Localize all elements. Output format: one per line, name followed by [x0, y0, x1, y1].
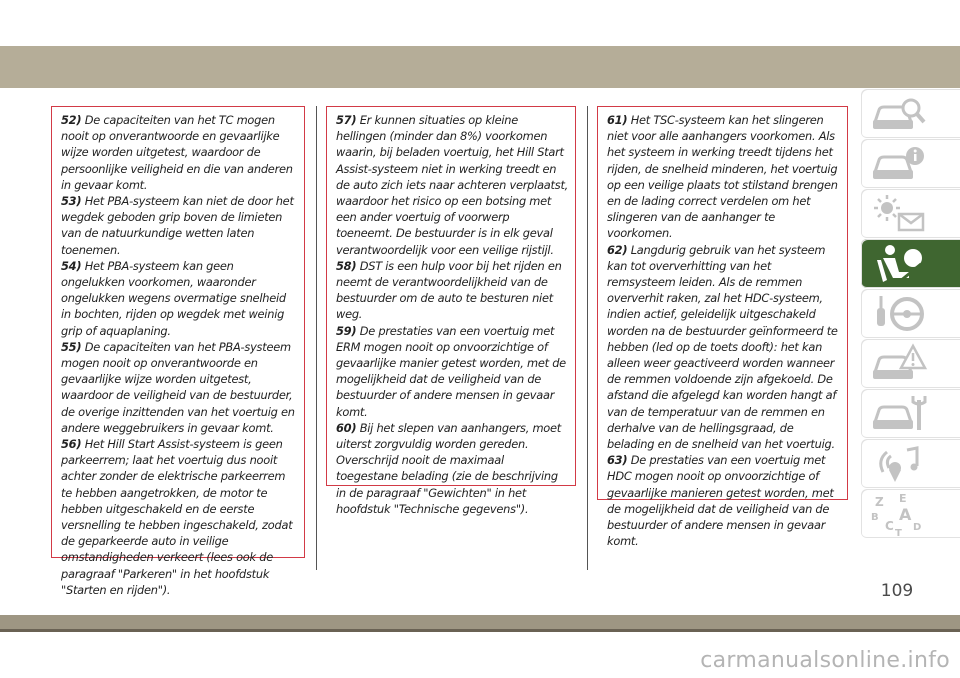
chapter-tab-car-search[interactable]: [861, 89, 960, 138]
car-search-icon: [869, 92, 929, 136]
note-number: 56): [61, 437, 82, 452]
column-divider: [316, 106, 317, 570]
notes-list: [61, 112, 298, 598]
index-letter: C: [885, 519, 894, 533]
header-band: [0, 46, 960, 88]
page-number: 109: [880, 581, 914, 601]
notes-column-1: [51, 106, 305, 597]
note-number: 61): [607, 113, 628, 127]
chapter-tab-warning-lights[interactable]: [861, 189, 960, 238]
note-item: [61, 193, 298, 258]
footer-band: [0, 615, 960, 629]
note-number: 62): [607, 242, 628, 257]
note-text: Het TSC-systeem kan het slingeren niet voor alle aanhangers voorkomen. Als het systeem in werking treedt tijdens het rijden, de snelheid minderen, het voertuig op een veilige plaats tot stilstand brengen en de lading correct verdelen om het slingeren van de aanhanger te voorkomen.: [607, 113, 838, 241]
note-item: [61, 112, 298, 193]
alphabetical-index-icon: [869, 492, 929, 536]
notes-column-2: [326, 106, 576, 516]
note-item: [607, 112, 841, 242]
key-steering-wheel-icon: [869, 292, 929, 336]
footer-band-line: [0, 629, 960, 632]
warning-lights-message-icon: [869, 192, 929, 236]
media-navigation-icon: [869, 442, 929, 486]
chapter-tab-car-info[interactable]: [861, 139, 960, 188]
note-text: Er kunnen situaties op kleine hellingen (minder dan 8%) voorkomen waarin, bij beladen voertuig, het Hill Start Assist-systeem niet in werking treedt en de auto zich iets naar achteren verplaatst, waardoor het risico op een botsing met een ander voertuig of voorwerp toeneemt. De bestuurder is in elk geval verantwoordelijk voor een veilige rijstijl.: [336, 113, 569, 257]
note-number: 53): [61, 194, 82, 209]
note-text: De prestaties van een voertuig met ERM mogen nooit op onvoorzichtige of gevaarlijke manier getest worden, met de mogelijkheid dat de veiligheid van de bestuurder of andere mensen in gevaar komt.: [336, 323, 566, 419]
seat-airbag-icon: [869, 242, 929, 286]
note-number: 63): [607, 453, 628, 468]
index-letter: B: [871, 512, 879, 523]
car-wrench-icon: [869, 392, 929, 436]
note-item: [61, 339, 298, 436]
note-item: [607, 452, 841, 549]
note-text: Langdurig gebruik van het systeem kan tot oververhitting van het remsysteem leiden. Als de remmen oververhit raken, zal het HDC-systeem, indien actief, geleidelijk uitgeschakeld worden na de bestuurder geïnformeerd te hebben (led op de toets dooft): het kan alleen weer geactiveerd worden wanneer de remmen voldoende zijn afgekoeld. De afstand die afgelegd kan worden hangt af van de temperatuur van de remmen en derhalve van de hellingsgraad, de belading en de snelheid van het voertuig.: [607, 242, 838, 452]
watermark: carmanualsonline.info: [700, 648, 950, 673]
index-letter: E: [899, 492, 907, 505]
note-text: Bij het slepen van aanhangers, moet uiterst zorgvuldig worden gereden. Overschrijd nooit de maximaal toegestane belading (zie de beschrijving in de paragraaf "Gewichten" in het hoofdstuk "Technische gegevens").: [336, 420, 561, 516]
note-text: Het Hill Start Assist-systeem is geen parkeerrem; laat het voertuig dus nooit achter zonder de elektrische parkeerrem te hebben aangetrokken, de motor te hebben uitgeschakeld en de eerste versnelling te hebben ingeschakeld, zodat de geparkeerde auto in veilige omstandigheden verkeert (lees ook de paragraaf "Parkeren" in het hoofdstuk "Starten en rijden").: [61, 437, 293, 597]
index-letter: A: [899, 505, 912, 524]
notes-list: [607, 112, 841, 549]
note-item: [61, 436, 298, 598]
chapter-tab-maintenance[interactable]: [861, 389, 960, 438]
note-text: De capaciteiten van het PBA-systeem mogen nooit op onverantwoorde en gevaarlijke wijze worden uitgetest, waardoor de veiligheid van de bestuurder, de overige inzittenden van het voertuig en andere weggebruikers in gevaar komt.: [61, 339, 295, 435]
note-item: [607, 242, 841, 453]
note-number: 57): [336, 113, 357, 127]
chapter-tab-starting-driving[interactable]: [861, 289, 960, 338]
note-item: [336, 112, 569, 258]
car-warning-triangle-icon: [869, 342, 929, 386]
note-text: DST is een hulp voor bij het rijden en neemt de verantwoordelijkheid van de bestuurder om de auto te besturen niet weg.: [336, 258, 562, 322]
note-item: [336, 323, 569, 420]
note-item: [336, 420, 569, 517]
index-letter: D: [913, 522, 922, 533]
note-item: [336, 258, 569, 323]
chapter-tab-emergency[interactable]: [861, 339, 960, 388]
index-letter: T: [895, 528, 902, 536]
chapter-tab-index[interactable]: [861, 489, 960, 538]
note-number: 52): [61, 113, 82, 127]
notes-column-3: [597, 106, 848, 549]
note-number: 58): [336, 258, 357, 273]
note-number: 55): [61, 339, 82, 354]
note-number: 54): [61, 258, 82, 273]
chapter-tab-multimedia[interactable]: [861, 439, 960, 488]
notes-list: [336, 112, 569, 517]
note-text: De prestaties van een voertuig met HDC mogen nooit op onvoorzichtige of gevaarlijke manieren getest worden, met de mogelijkheid dat de veiligheid van de bestuurder of andere mensen in gevaar komt.: [607, 453, 834, 549]
car-info-icon: [869, 142, 929, 186]
chapter-tab-safety[interactable]: [861, 239, 960, 288]
note-text: Het PBA-systeem kan niet de door het wegdek geboden grip boven de limieten van de natuurkundige wetten laten toenemen.: [61, 194, 294, 257]
note-text: De capaciteiten van het TC mogen nooit op onverantwoorde en gevaarlijke wijze worden uitgetest, waardoor de persoonlijke veiligheid en die van anderen in gevaar komt.: [61, 113, 293, 192]
note-item: [61, 258, 298, 339]
note-number: 60): [336, 420, 357, 435]
note-text: Het PBA-systeem kan geen ongelukken voorkomen, waaronder ongelukken wegens overmatige snelheid in bochten, rijden op wegdek met weinig grip of aquaplaning.: [61, 258, 286, 338]
column-divider: [587, 106, 588, 570]
note-number: 59): [336, 323, 357, 338]
index-letter: Z: [875, 495, 884, 509]
chapter-sidebar: [861, 89, 960, 582]
